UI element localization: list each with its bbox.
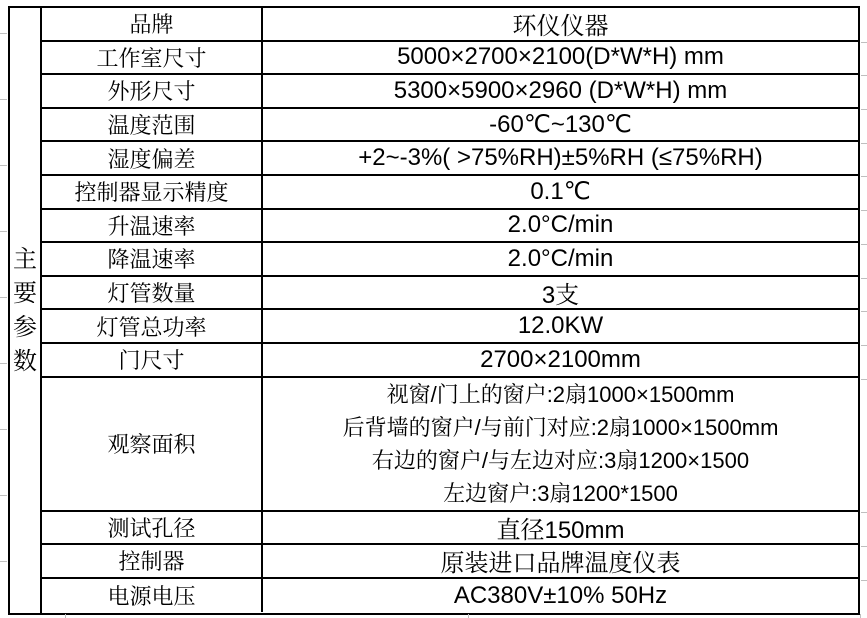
gridline-stub	[861, 109, 867, 110]
table-row	[42, 210, 858, 244]
table-row	[42, 545, 858, 579]
table-row	[42, 310, 858, 344]
param-value: 12.0KW	[517, 312, 604, 340]
param-value: 2.0°C/min	[507, 244, 614, 272]
param-value: 环仪仪器	[512, 13, 609, 40]
param-label: 外形尺寸	[42, 75, 263, 107]
gridline-stub	[0, 33, 7, 34]
gridline-stub	[65, 614, 66, 618]
param-label: 门尺寸	[42, 344, 263, 376]
param-label: 测试孔径	[42, 512, 263, 544]
param-label: 升温速率	[42, 210, 263, 242]
param-label: 灯管数量	[42, 277, 263, 309]
table-row	[42, 344, 858, 378]
table-rows	[42, 8, 858, 613]
gridline-stub	[861, 580, 867, 581]
gridline-stub	[861, 311, 867, 312]
param-value: -60℃~130℃	[489, 111, 632, 139]
param-label: 湿度偏差	[42, 142, 263, 174]
param-value: 3支	[541, 282, 580, 309]
param-value-line: 视窗/门上的窗户:2扇1000×1500mm	[386, 381, 735, 407]
param-value: 2700×2100mm	[480, 345, 641, 373]
gridline-stub	[0, 363, 7, 364]
param-label: 工作室尺寸	[42, 42, 263, 74]
gridline-stub	[0, 231, 7, 232]
param-value: 0.1℃	[530, 178, 591, 206]
param-value	[263, 378, 858, 510]
gridline-stub	[0, 429, 7, 430]
table-row	[42, 277, 858, 311]
table-row	[42, 512, 858, 546]
gridline-stub	[861, 512, 867, 513]
group-label-char: 参	[13, 313, 37, 341]
param-label: 观察面积	[42, 378, 263, 510]
spec-table	[8, 6, 860, 615]
param-label: 电源电压	[42, 579, 263, 613]
table-row	[42, 579, 858, 613]
gridline-stub	[861, 278, 867, 279]
group-label-char: 要	[13, 279, 37, 307]
table-row	[42, 142, 858, 176]
table-row	[42, 176, 858, 210]
param-value: 原装进口品牌温度仪表	[440, 550, 681, 577]
gridline-stub	[861, 345, 867, 346]
gridline-stub	[0, 165, 7, 166]
param-label: 温度范围	[42, 109, 263, 141]
param-value: +2~-3%( >75%RH)±5%RH (≤75%RH)	[358, 144, 763, 172]
table-row	[42, 109, 858, 143]
param-label: 灯管总功率	[42, 310, 263, 342]
param-value-line: 左边窗户:3扇1200*1500	[443, 480, 678, 506]
gridline-stub	[861, 75, 867, 76]
gridline-stub	[861, 244, 867, 245]
gridline-stub	[861, 176, 867, 177]
group-label-cell	[10, 8, 42, 613]
gridline-stub	[0, 297, 7, 298]
param-value: 5000×2700×2100(D*W*H) mm	[397, 43, 724, 71]
group-label-char: 数	[13, 347, 37, 375]
gridline-stub	[861, 546, 867, 547]
group-label-char: 主	[13, 245, 37, 273]
table-row	[42, 378, 858, 512]
gridline-stub	[0, 495, 7, 496]
table-row	[42, 42, 858, 76]
gridline-stub	[861, 42, 867, 43]
gridline-stub	[860, 614, 861, 618]
param-value: 2.0°C/min	[507, 211, 614, 239]
param-value: AC380V±10% 50Hz	[453, 581, 668, 609]
gridline-stub	[0, 99, 7, 100]
param-label: 控制器	[42, 545, 263, 577]
table-row	[42, 8, 858, 42]
param-label: 品牌	[42, 8, 263, 40]
param-value: 直径150mm	[496, 516, 625, 544]
table-row	[42, 243, 858, 277]
table-row	[42, 75, 858, 109]
gridline-stub	[861, 143, 867, 144]
param-value-line: 后背墙的窗户/与前门对应:2扇1000×1500mm	[342, 414, 779, 440]
param-value: 5300×5900×2960 (D*W*H) mm	[393, 76, 728, 104]
gridline-stub	[0, 561, 7, 562]
gridline-stub	[468, 614, 469, 618]
gridline-stub	[861, 210, 867, 211]
param-value-line: 右边的窗户/与左边对应:3扇1200×1500	[371, 447, 750, 473]
gridline-stub	[861, 379, 867, 380]
param-label: 降温速率	[42, 243, 263, 275]
param-label: 控制器显示精度	[42, 176, 263, 208]
